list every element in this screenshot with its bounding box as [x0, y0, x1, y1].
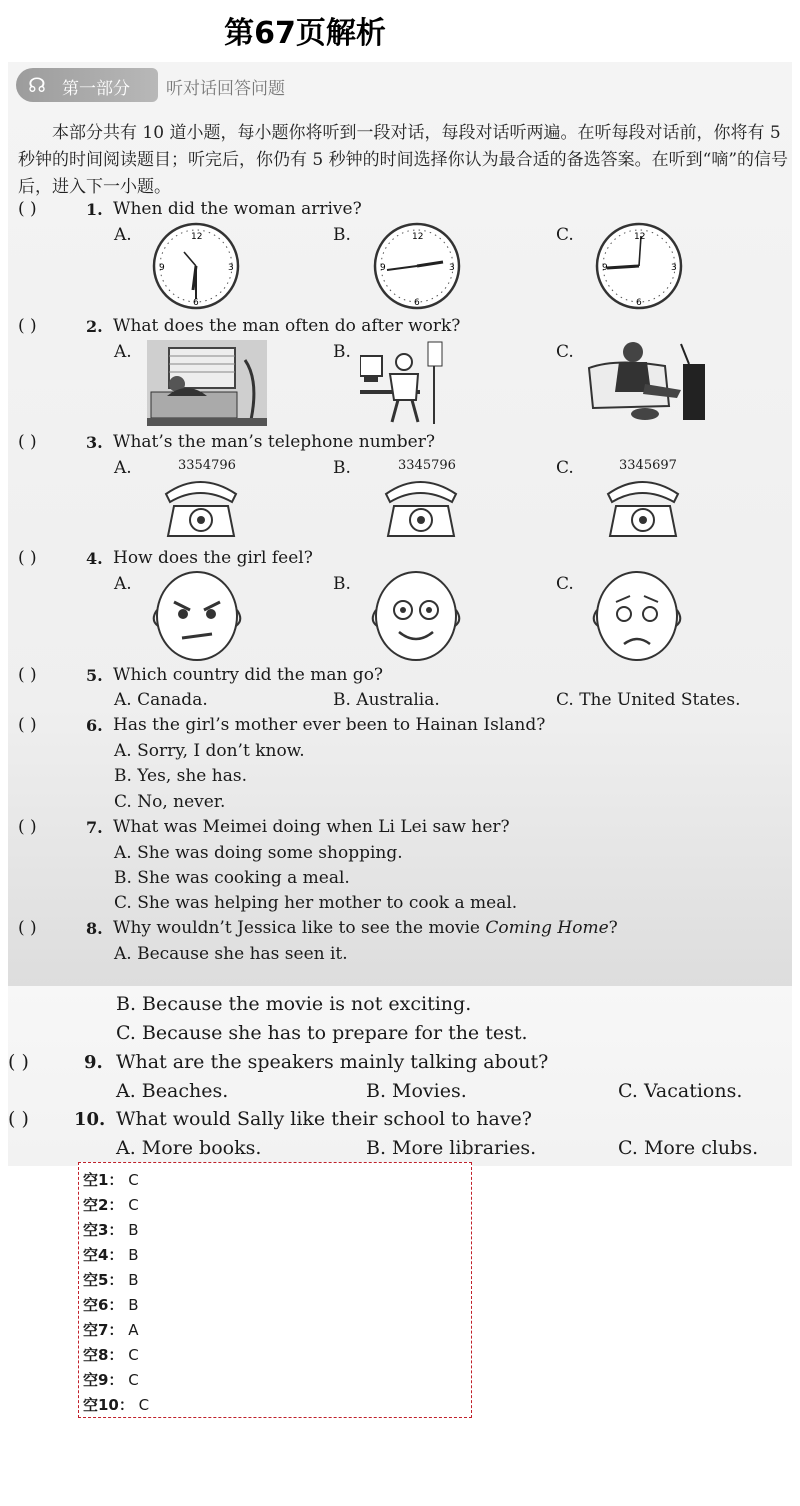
answer-row: [83, 1194, 139, 1215]
option-a-label: A.: [114, 342, 132, 362]
answer-row: [83, 1269, 139, 1290]
question-text: What does the man often do after work?: [113, 316, 461, 336]
headphones-icon: ☊: [28, 73, 46, 97]
answer-label: 空6：: [83, 1296, 124, 1314]
option-c-label: C.: [556, 574, 574, 594]
answer-label: 空10：: [83, 1396, 134, 1414]
section-subtitle: 听对话回答问题: [166, 79, 285, 99]
clock-c-icon[interactable]: [593, 222, 685, 310]
question-number: 10.: [74, 1109, 106, 1130]
answer-value: A: [128, 1321, 139, 1339]
svg-text:9: 9: [602, 263, 608, 273]
answer-blank[interactable]: ( ): [18, 432, 37, 452]
option-a[interactable]: A. More books.: [116, 1137, 262, 1159]
question-text: How does the girl feel?: [113, 548, 313, 568]
svg-text:9: 9: [159, 263, 165, 273]
man-on-sofa-watching-tv-picture[interactable]: [585, 340, 707, 426]
phone-number-b: 3345796: [398, 458, 456, 473]
q8-option-b[interactable]: B. Because the movie is not exciting.: [116, 993, 472, 1015]
option-b-label: B.: [333, 458, 351, 478]
question-number: 7.: [86, 818, 103, 837]
answer-blank[interactable]: ( ): [18, 665, 37, 685]
question-number: 3.: [86, 433, 103, 452]
question-text: What are the speakers mainly talking about?: [116, 1051, 549, 1073]
option-c[interactable]: C. No, never.: [114, 792, 226, 812]
answer-blank[interactable]: ( ): [18, 817, 37, 837]
svg-text:12: 12: [191, 232, 203, 242]
clock-b-icon[interactable]: [371, 222, 463, 310]
option-b[interactable]: B. Yes, she has.: [114, 766, 247, 786]
answer-value: B: [128, 1221, 139, 1239]
telephone-c-icon[interactable]: [602, 474, 684, 542]
svg-text:6: 6: [636, 298, 642, 308]
question-text: Has the girl’s mother ever been to Hainan Island?: [113, 715, 546, 735]
answer-row: [83, 1319, 138, 1340]
section-label: 第一部分: [62, 79, 130, 99]
answer-blank[interactable]: ( ): [18, 199, 37, 219]
answer-label: 空8：: [83, 1346, 124, 1364]
option-c-label: C.: [556, 225, 574, 245]
answer-label: 空2：: [83, 1196, 124, 1214]
option-b-label: B.: [333, 225, 351, 245]
svg-text:12: 12: [634, 232, 646, 242]
answer-value: C: [128, 1346, 139, 1364]
svg-text:12: 12: [412, 232, 424, 242]
option-b[interactable]: B. She was cooking a meal.: [114, 868, 350, 888]
question-number: 8.: [86, 919, 103, 938]
question-number: 1.: [86, 200, 103, 219]
answer-value: C: [128, 1196, 139, 1214]
answer-value: B: [128, 1246, 139, 1264]
angry-face-icon[interactable]: [150, 570, 244, 662]
option-c-label: C.: [556, 342, 574, 362]
svg-text:3: 3: [671, 263, 677, 273]
answer-value: C: [138, 1396, 150, 1414]
answer-blank[interactable]: ( ): [18, 715, 37, 735]
question-text: What’s the man’s telephone number?: [113, 432, 435, 452]
question-number: 5.: [86, 666, 103, 685]
question-text-part: Why wouldn’t Jessica like to see the movie: [113, 918, 486, 938]
q8-option-c[interactable]: C. Because she has to prepare for the test.: [116, 1022, 528, 1044]
happy-face-icon[interactable]: [369, 570, 463, 662]
option-b-label: B.: [333, 574, 351, 594]
answer-row: [83, 1344, 139, 1365]
question-text: [113, 918, 618, 938]
option-a[interactable]: A. Because she has seen it.: [114, 944, 348, 964]
answer-blank[interactable]: ( ): [18, 918, 37, 938]
option-b-label: B.: [333, 342, 351, 362]
svg-text:6: 6: [414, 298, 420, 308]
svg-text:9: 9: [380, 263, 386, 273]
telephone-a-icon[interactable]: [160, 474, 242, 542]
question-number: 6.: [86, 716, 103, 735]
answer-row: [83, 1369, 139, 1390]
question-text: What would Sally like their school to have?: [116, 1108, 532, 1130]
answer-row: [83, 1219, 139, 1240]
answer-row: [83, 1294, 139, 1315]
option-c[interactable]: C. More clubs.: [618, 1137, 759, 1159]
answer-label: 空4：: [83, 1246, 124, 1264]
option-a[interactable]: A. Beaches.: [116, 1080, 229, 1102]
option-a[interactable]: A. Sorry, I don’t know.: [114, 741, 305, 761]
option-a-label: A.: [114, 458, 132, 478]
man-in-bed-picture[interactable]: [147, 340, 267, 426]
svg-text:3: 3: [228, 263, 234, 273]
answer-row: [83, 1394, 149, 1415]
option-b[interactable]: B. Movies.: [366, 1080, 467, 1102]
option-a[interactable]: A. She was doing some shopping.: [114, 843, 403, 863]
answer-label: 空5：: [83, 1271, 124, 1289]
answer-label: 空3：: [83, 1221, 124, 1239]
answer-value: C: [128, 1171, 139, 1189]
svg-text:6: 6: [193, 298, 199, 308]
svg-text:3: 3: [449, 263, 455, 273]
option-a-label: A.: [114, 574, 132, 594]
telephone-b-icon[interactable]: [380, 474, 462, 542]
answer-label: 空9：: [83, 1371, 124, 1389]
option-a[interactable]: A. Canada.: [114, 690, 208, 710]
man-at-computer-picture[interactable]: [360, 340, 446, 426]
phone-number-c: 3345697: [619, 458, 677, 473]
option-c[interactable]: C. The United States.: [556, 690, 741, 710]
option-c-label: C.: [556, 458, 574, 478]
phone-number-a: 3354796: [178, 458, 236, 473]
answer-row: [83, 1244, 139, 1265]
answer-blank[interactable]: ( ): [8, 1108, 29, 1130]
sad-face-icon[interactable]: [590, 570, 684, 662]
answer-blank[interactable]: ( ): [18, 316, 37, 336]
option-c[interactable]: C. Vacations.: [618, 1080, 743, 1102]
page-title: 第67页解析: [224, 16, 386, 51]
answer-label: 空1：: [83, 1171, 124, 1189]
answer-row: [83, 1169, 139, 1190]
movie-title: Coming Home: [485, 918, 609, 938]
question-text: When did the woman arrive?: [113, 199, 362, 219]
question-number: 9.: [84, 1052, 103, 1073]
option-b[interactable]: B. Australia.: [333, 690, 440, 710]
answer-value: B: [128, 1296, 139, 1314]
answer-blank[interactable]: ( ): [8, 1051, 29, 1073]
option-b[interactable]: B. More libraries.: [366, 1137, 537, 1159]
option-c[interactable]: C. She was helping her mother to cook a meal.: [114, 893, 518, 913]
answer-value: B: [128, 1271, 139, 1289]
answer-blank[interactable]: ( ): [18, 548, 37, 568]
question-text: Which country did the man go?: [113, 665, 384, 685]
answer-key-box: [78, 1162, 472, 1418]
question-text: What was Meimei doing when Li Lei saw her?: [113, 817, 510, 837]
clock-a-icon[interactable]: [150, 222, 242, 310]
question-text-end: ?: [608, 918, 618, 938]
option-a-label: A.: [114, 225, 132, 245]
question-number: 2.: [86, 317, 103, 336]
answer-label: 空7：: [83, 1321, 124, 1339]
question-number: 4.: [86, 549, 103, 568]
answer-value: C: [128, 1371, 139, 1389]
instructions: 本部分共有 10 道小题，每小题你将听到一段对话，每段对话听两遍。在听每段对话前，你将有 5 秒钟的时间阅读题目；听完后，你仍有 5 秒钟的时间选择你认为最合适的备选答案。在听到“嘀”的信号后，进入下一小题。: [18, 123, 789, 197]
